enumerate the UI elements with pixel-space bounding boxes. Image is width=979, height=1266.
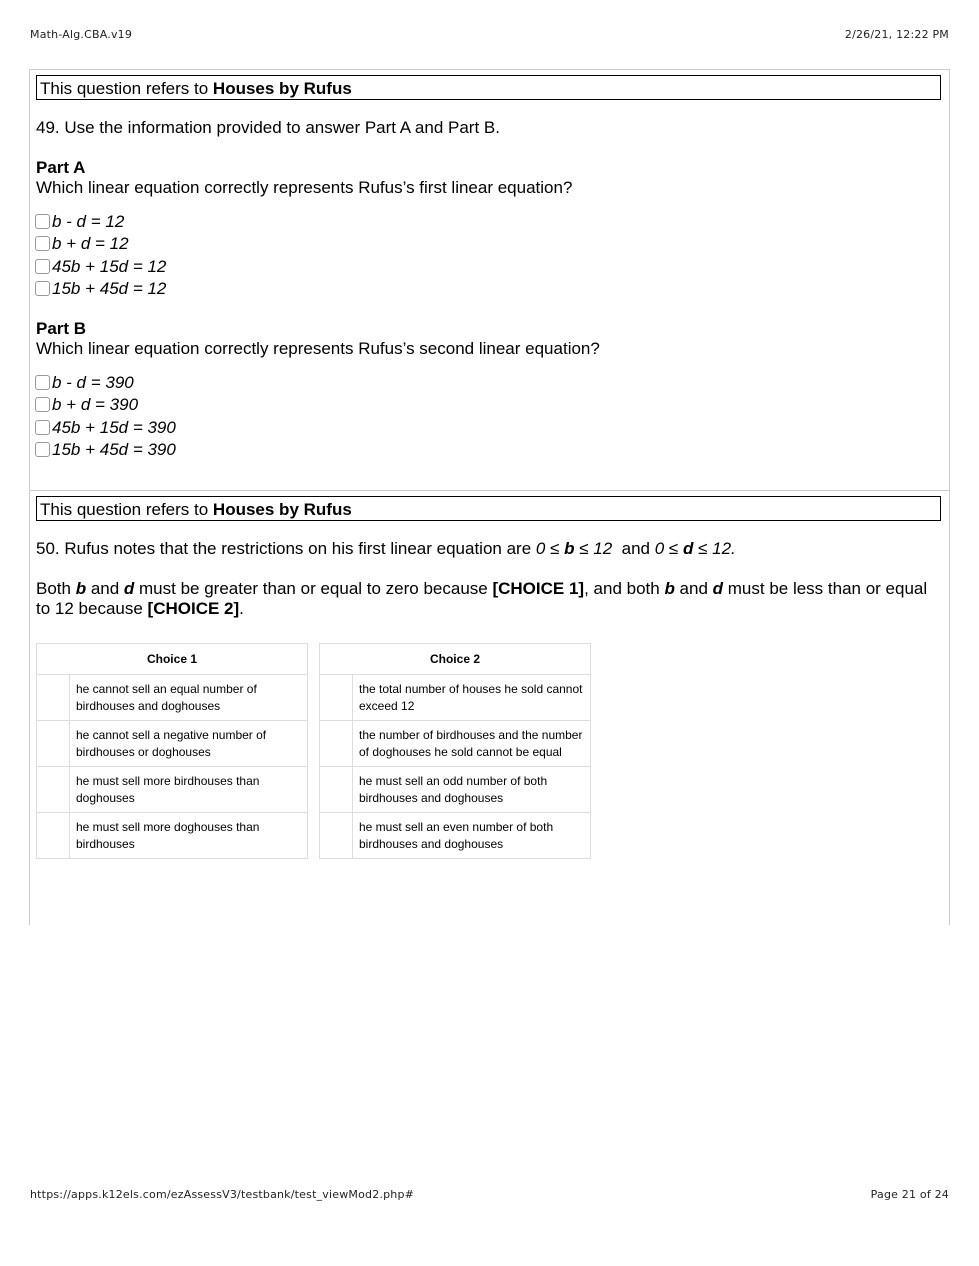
checkbox[interactable] [35,281,50,296]
choice-1-row[interactable] [37,675,308,721]
choice-1-header: Choice 1 [37,644,308,675]
answer-select-cell[interactable] [37,675,70,721]
part-b-question: Which linear equation correctly represents Rufus’s second linear equation? [36,339,600,358]
checkbox[interactable] [35,375,50,390]
part-a-option[interactable]: 15b + 45d = 12 [35,279,166,299]
answer-select-cell[interactable] [320,813,353,859]
choice-option-text: the total number of houses he sold cannot exceed 12 [353,675,591,721]
passage-title-link[interactable]: Houses by Rufus [212,79,352,98]
choice-2-table [319,643,591,859]
choice-1-row[interactable] [37,721,308,767]
part-a-option[interactable]: b + d = 12 [35,234,129,254]
choice-option-text: the number of birdhouses and the number of doghouses he sold cannot be equal [353,721,591,767]
choice-option-text: he cannot sell a negative number of birdhouses or doghouses [70,721,308,767]
question-stem: 49. Use the information provided to answer Part A and Part B. [36,118,500,137]
answer-select-cell[interactable] [320,675,353,721]
answer-select-cell[interactable] [37,813,70,859]
choice-2-row[interactable] [320,813,591,859]
checkbox[interactable] [35,259,50,274]
choice-2-blank: [CHOICE 2] [147,599,240,618]
choice-2-row[interactable] [320,675,591,721]
answer-select-cell[interactable] [37,767,70,813]
refers-to-box: This question refers to Houses by Rufus [36,496,941,521]
part-b-option[interactable]: 15b + 45d = 390 [35,440,176,460]
part-b-option[interactable]: 45b + 15d = 390 [35,418,176,438]
print-datetime: 2/26/21, 12:22 PM [844,28,949,41]
cloze-paragraph: Both b and d must be greater than or equal to zero because [CHOICE 1], and both b and d must be less than or equal to 12 because [CHOICE 2]. [36,579,928,618]
part-b-option[interactable]: b + d = 390 [35,395,138,415]
question-stem: 50. Rufus notes that the restrictions on his first linear equation are 0 ≤ b ≤ 12 and 0 ≤ d ≤ 12. [36,539,736,558]
choice-option-text: he must sell an odd number of both birdhouses and doghouses [353,767,591,813]
checkbox[interactable] [35,442,50,457]
part-b-label: Part B [36,319,87,338]
choice-option-text: he must sell more doghouses than birdhouses [70,813,308,859]
page-url: https://apps.k12els.com/ezAssessV3/testbank/test_viewMod2.php# [30,1188,415,1201]
choice-1-blank: [CHOICE 1] [492,579,585,598]
answer-select-cell[interactable] [320,767,353,813]
part-a-question: Which linear equation correctly represents Rufus’s first linear equation? [36,178,573,197]
answer-select-cell[interactable] [37,721,70,767]
choice-2-header: Choice 2 [320,644,591,675]
part-a-label: Part A [36,158,86,177]
choice-1-row[interactable] [37,767,308,813]
choice-2-row[interactable] [320,767,591,813]
question-49 [30,70,949,491]
choice-option-text: he cannot sell an equal number of birdhouses and doghouses [70,675,308,721]
page-number: Page 21 of 24 [870,1188,949,1201]
choice-2-row[interactable] [320,721,591,767]
questions-container [29,69,950,925]
choice-option-text: he must sell more birdhouses than doghouses [70,767,308,813]
part-b-option[interactable]: b - d = 390 [35,373,134,393]
refers-to-box: This question refers to Houses by Rufus [36,75,941,100]
part-a-option[interactable]: b - d = 12 [35,212,124,232]
checkbox[interactable] [35,397,50,412]
checkbox[interactable] [35,236,50,251]
choice-1-table [36,643,308,859]
choice-option-text: he must sell an even number of both birdhouses and doghouses [353,813,591,859]
choice-1-row[interactable] [37,813,308,859]
checkbox[interactable] [35,420,50,435]
checkbox[interactable] [35,214,50,229]
answer-select-cell[interactable] [320,721,353,767]
document-id: Math-Alg.CBA.v19 [30,28,133,41]
question-50 [30,491,949,925]
passage-title-link[interactable]: Houses by Rufus [212,500,352,519]
part-a-option[interactable]: 45b + 15d = 12 [35,257,166,277]
